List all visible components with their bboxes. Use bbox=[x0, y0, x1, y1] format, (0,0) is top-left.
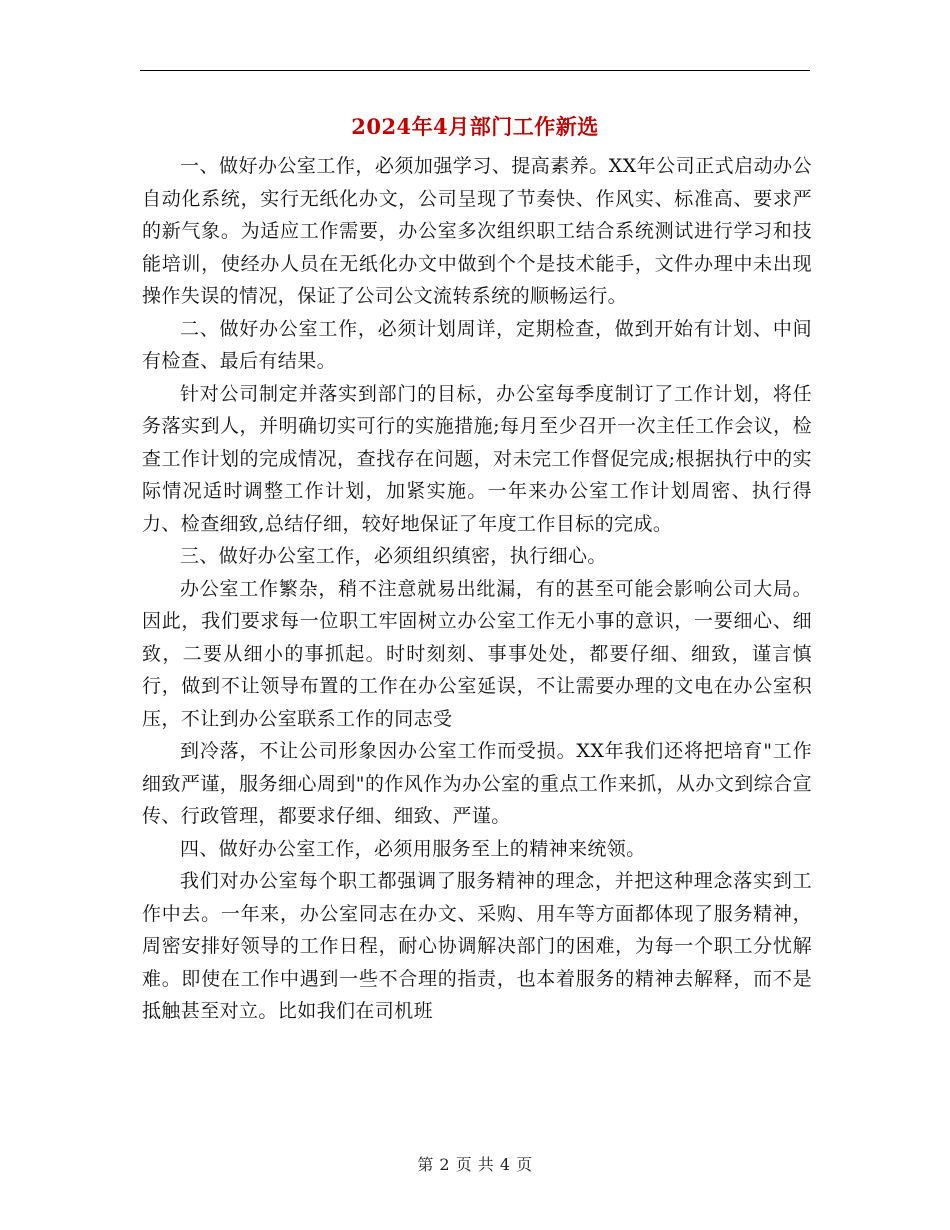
document-body bbox=[142, 150, 812, 1028]
paragraph-6: 到冷落，不让公司形象因办公室工作而受损。XX年我们还将把培育"工作细致严谨，服务细心周到"的作风作为办公室的重点工作来抓，从办文到综合宣传、行政管理，都要求仔细、细致、严谨。 bbox=[142, 740, 812, 827]
page-number-footer: 第 2 页 共 4 页 bbox=[417, 1155, 533, 1174]
paragraph-5: 办公室工作繁杂，稍不注意就易出纰漏，有的甚至可能会影响公司大局。因此，我们要求每一位职工牢固树立办公室工作无小事的意识，一要细心、细致，二要从细小的事抓起。时时刻刻、事事处处，都要仔细、细致，谨言慎行，做到不让领导布置的工作在办公室延误，不让需要办理的文电在办公室积压，不让到办公室联系工作的同志受 bbox=[142, 577, 812, 730]
document-title: 2024年4月部门工作新选 bbox=[351, 114, 599, 139]
paragraph-2: 二、做好办公室工作，必须计划周详，定期检查，做到开始有计划、中间有检查、最后有结果。 bbox=[142, 317, 812, 372]
paragraph-7: 四、做好办公室工作，必须用服务至上的精神来统领。 bbox=[180, 837, 646, 860]
paragraph-1: 一、做好办公室工作，必须加强学习、提高素养。XX年公司正式启动办公自动化系统，实行无纸化办文，公司呈现了节奏快、作风实、标准高、要求严的新气象。为适应工作需要，办公室多次组织职工结合系统测试进行学习和技能培训，使经办人员在无纸化办文中做到个个是技术能手，文件办理中未出现操作失误的情况，保证了公司公文流转系统的顺畅运行。 bbox=[142, 155, 812, 307]
header-rule bbox=[140, 70, 810, 71]
paragraph-3: 针对公司制定并落实到部门的目标，办公室每季度制订了工作计划，将任务落实到人，并明确切实可行的实施措施;每月至少召开一次主任工作会议，检查工作计划的完成情况，查找存在问题，对未完工作督促完成;根据执行中的实际情况适时调整工作计划，加紧实施。一年来办公室工作计划周密、执行得力、检查细致,总结仔细，较好地保证了年度工作目标的完成。 bbox=[142, 382, 812, 535]
paragraph-4: 三、做好办公室工作，必须组织缜密，执行细心。 bbox=[180, 545, 607, 567]
paragraph-8: 我们对办公室每个职工都强调了服务精神的理念，并把这种理念落实到工作中去。一年来，办公室同志在办文、采购、用车等方面都体现了服务精神，周密安排好领导的工作日程，耐心协调解决部门的困难，为每一个职工分忧解难。即使在工作中遇到一些不合理的指责，也本着服务的精神去解释，而不是抵触甚至对立。比如我们在司机班 bbox=[142, 870, 812, 1022]
